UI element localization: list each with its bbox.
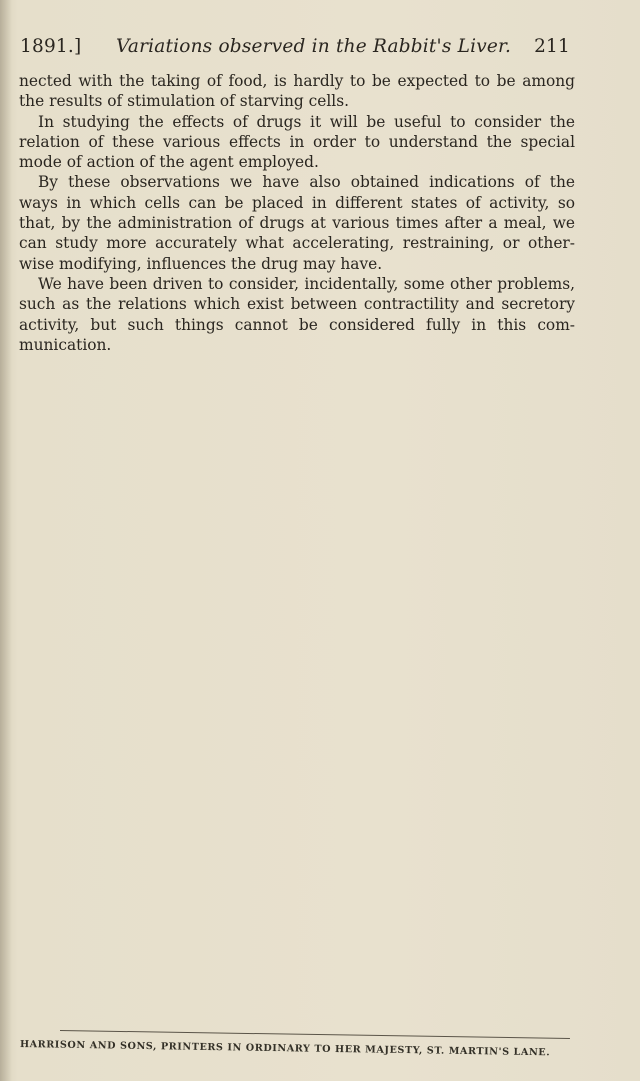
text-line: wise modifying, influences the drug may have. — [19, 254, 383, 273]
running-title: Variations observed in the Rabbit's Liver. — [116, 36, 512, 57]
body-text — [19, 71, 575, 355]
text-line: that, by the administration of drugs at various times after a meal, we — [19, 214, 575, 233]
text-line: We have been driven to consider, incidentally, some other problems, — [38, 274, 575, 293]
text-line: mode of action of the agent employed. — [19, 153, 319, 172]
header-year: 1891.] — [20, 36, 82, 57]
imprint-rule — [60, 1030, 570, 1039]
text-line: relation of these various effects in order to understand the special — [19, 132, 575, 151]
page-number: 211 — [534, 36, 570, 57]
printer-imprint: HARRISON AND SONS, PRINTERS IN ORDINARY TO HER MAJESTY, ST. MARTIN'S LANE. — [19, 1039, 551, 1059]
text-line: activity, but such things cannot be considered fully in this com- — [19, 315, 575, 334]
text-line: ways in which cells can be placed in different states of activity, so — [19, 193, 575, 212]
text-line: such as the relations which exist between contractility and secretory — [19, 295, 575, 314]
gutter-shadow — [0, 0, 12, 1081]
text-line: nected with the taking of food, is hardly to be expected to be among — [19, 72, 575, 90]
text-line: In studying the effects of drugs it will be useful to consider the — [38, 112, 575, 131]
text-line: can study more accurately what accelerating, restraining, or other- — [19, 234, 575, 253]
text-line: the results of stimulation of starving cells. — [19, 92, 350, 111]
text-line: By these observations we have also obtained indications of the — [38, 173, 575, 192]
text-line: munication. — [19, 335, 112, 354]
running-header — [20, 36, 570, 62]
